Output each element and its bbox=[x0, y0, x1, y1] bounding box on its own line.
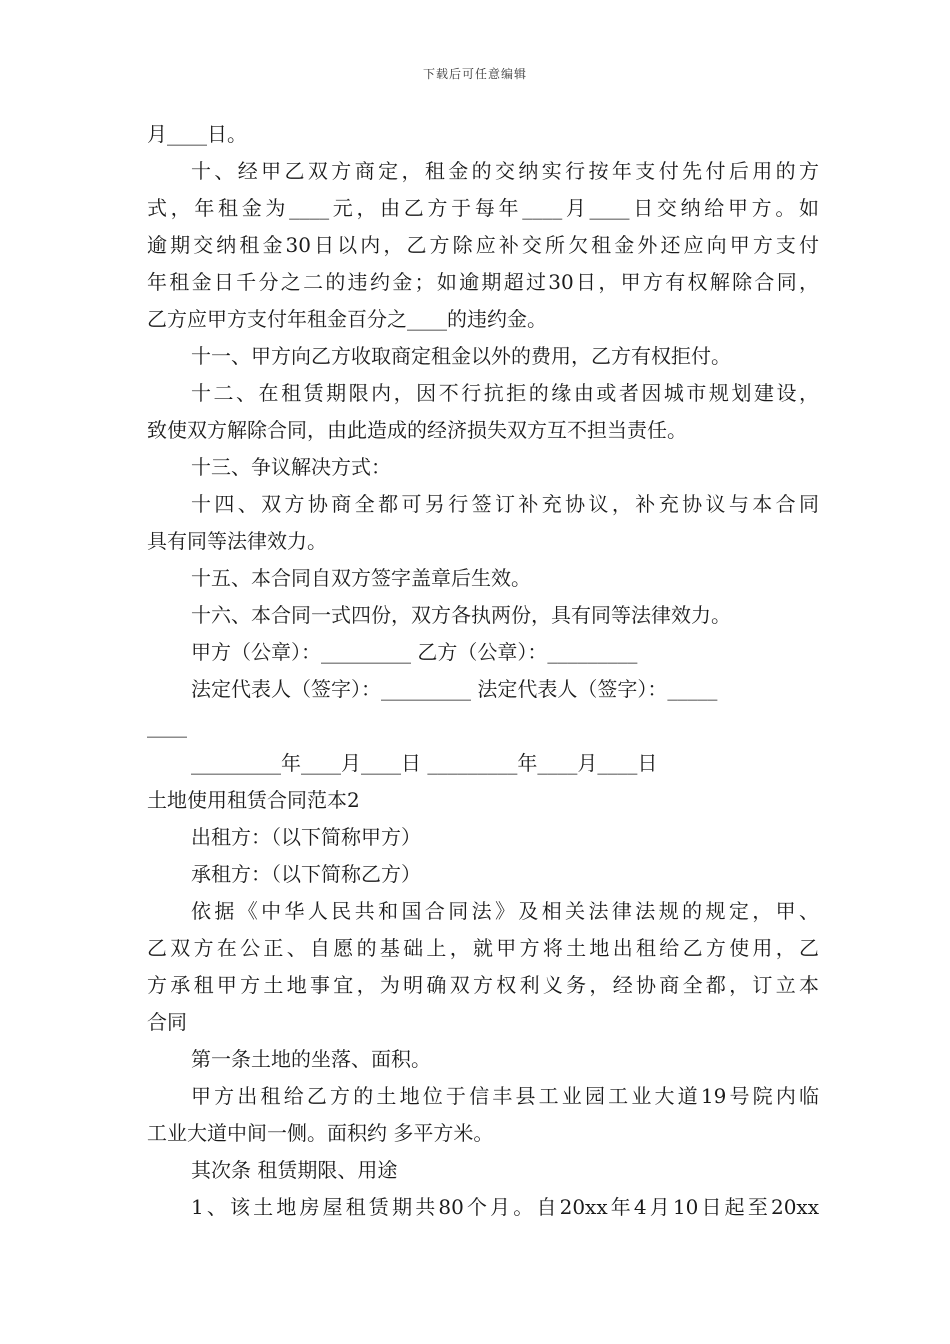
text-line: 依据《中华人民共和国合同法》及相关法律法规的规定，甲、 bbox=[191, 899, 819, 923]
text-line: 十五、本合同自双方签字盖章后生效。 bbox=[191, 566, 531, 590]
document-body bbox=[147, 116, 819, 1226]
text-line: 式，年租金为____元，由乙方于每年____月____日交纳给甲方。如 bbox=[147, 196, 819, 220]
lessor-line: 出租方：（以下简称甲方） bbox=[191, 825, 421, 849]
article-heading: 其次条 租赁期限、用途 bbox=[191, 1158, 398, 1182]
signature-line-continuation: ____ bbox=[147, 714, 187, 738]
signature-line-representatives: 法定代表人（签字）：_________ 法定代表人（签字）：_____ bbox=[191, 677, 718, 701]
text-line: 工业大道中间一侧。面积约 多平方米。 bbox=[147, 1121, 494, 1145]
signature-line-dates: _________年____月____日 _________年____月____日 bbox=[191, 751, 658, 775]
section-title: 土地使用租赁合同范本2 bbox=[147, 788, 360, 812]
text-line: 十四、双方协商全都可另行签订补充协议，补充协议与本合同 bbox=[191, 492, 819, 516]
text-line: 十二、在租赁期限内，因不行抗拒的缘由或者因城市规划建设， bbox=[191, 381, 819, 405]
text-line: 合同 bbox=[147, 1010, 187, 1034]
text-line: 逾期交纳租金30日以内，乙方除应补交所欠租金外还应向甲方支付 bbox=[147, 233, 819, 257]
text-line: 致使双方解除合同，由此造成的经济损失双方互不担当责任。 bbox=[147, 418, 687, 442]
text-line: 十一、甲方向乙方收取商定租金以外的费用，乙方有权拒付。 bbox=[191, 344, 731, 368]
lessee-line: 承租方：（以下简称乙方） bbox=[191, 862, 421, 886]
text-line: 1、该土地房屋租赁期共80个月。自20xx年4月10日起至20xx bbox=[191, 1195, 819, 1219]
signature-line-parties: 甲方（公章）：_________ 乙方（公章）：_________ bbox=[191, 640, 638, 664]
text-line: 十、经甲乙双方商定，租金的交纳实行按年支付先付后用的方 bbox=[191, 159, 819, 183]
text-line: 乙双方在公正、自愿的基础上，就甲方将土地出租给乙方使用，乙 bbox=[147, 936, 819, 960]
page-header-note: 下载后可任意编辑 bbox=[422, 67, 527, 81]
text-line: 十六、本合同一式四份，双方各执两份，具有同等法律效力。 bbox=[191, 603, 731, 627]
text-line: 乙方应甲方支付年租金百分之____的违约金。 bbox=[147, 307, 547, 331]
text-line: 具有同等法律效力。 bbox=[147, 529, 327, 553]
text-line: 十三、争议解决方式： bbox=[191, 455, 391, 479]
text-line: 方承租甲方土地事宜，为明确双方权利义务，经协商全都，订立本 bbox=[147, 973, 819, 997]
text-line: 甲方出租给乙方的土地位于信丰县工业园工业大道19号院内临 bbox=[191, 1084, 819, 1108]
text-line: 年租金日千分之二的违约金；如逾期超过30日，甲方有权解除合同， bbox=[147, 270, 819, 294]
article-heading: 第一条土地的坐落、面积。 bbox=[191, 1047, 431, 1071]
text-line: 月____日。 bbox=[147, 122, 247, 146]
